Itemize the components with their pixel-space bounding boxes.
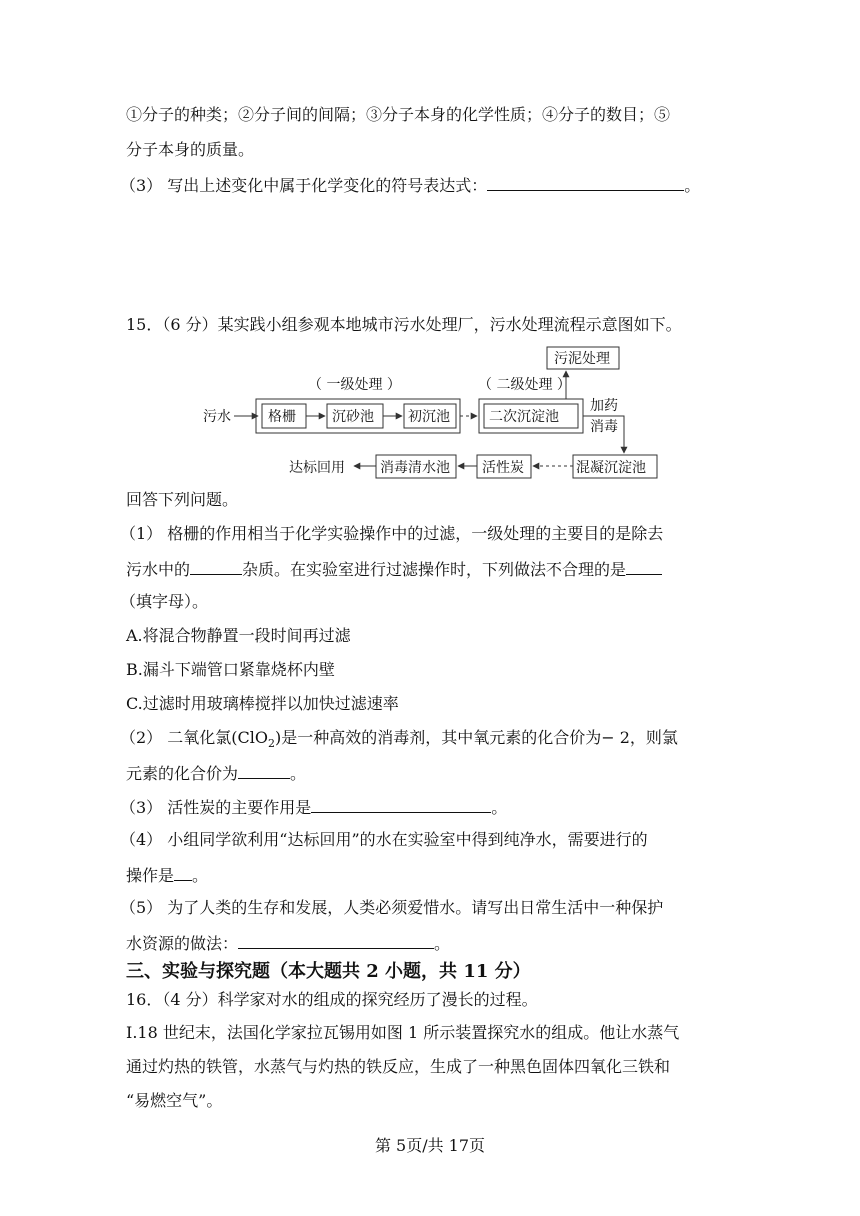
output-label: 达标回用: [289, 460, 345, 476]
q15-p4-line1: （4） 小组同学欲利用“达标回用”的水在实验室中得到纯净水，需要进行的: [120, 830, 648, 849]
q15-p1-blank1: [190, 558, 242, 575]
q14-options-line2: 分子本身的质量。: [126, 140, 255, 159]
input-label: 污水: [203, 409, 231, 425]
q15-p3-text: （3） 活性炭的主要作用是: [120, 798, 312, 817]
wastewater-flow-diagram: [0, 340, 860, 480]
q15-p2-text-a: （2） 二氧化氯(ClO: [120, 728, 268, 747]
q15-option-b: B.漏斗下端管口紧靠烧杯内壁: [126, 660, 335, 679]
q15-p1-blank2: [626, 558, 662, 575]
box-primary-label: 初沉池: [408, 409, 450, 425]
box-carbon-label: 活性炭: [482, 460, 524, 476]
disinfect-label: 消毒: [590, 419, 618, 435]
q15-p5-text: 水资源的做法：: [126, 934, 239, 953]
q15-p4-line2: [126, 864, 208, 886]
q15-p2-blank: [238, 762, 290, 779]
q15-p2-line2: [126, 762, 306, 784]
q15-p1-text-b: 杂质。在实验室进行过滤操作时，下列做法不合理的是: [242, 560, 627, 579]
q15-option-a: A.将混合物静置一段时间再过滤: [126, 626, 351, 645]
q15-answer-intro: 回答下列问题。: [126, 490, 239, 509]
box-grid-label: 格栅: [268, 409, 296, 425]
q14-part3: [120, 174, 700, 196]
box-coag-label: 混凝沉淀池: [576, 460, 646, 476]
q15-p2-text-d: 。: [290, 764, 307, 783]
q15-p2-text-b: )是一种高效的消毒剂，其中氧元素的化合价为− 2，则氯: [275, 728, 678, 747]
q15-p5-line1: （5） 为了人类的生存和发展，人类必须爱惜水。请写出日常生活中一种保护: [120, 898, 664, 917]
q15-p2-line1: [120, 728, 678, 754]
q15-option-c: C.过滤时用玻璃棒搅拌以加快过滤速率: [126, 694, 399, 713]
q15-p4-blank: [174, 864, 192, 881]
q14-part3-text: （3） 写出上述变化中属于化学变化的符号表达式：: [120, 176, 488, 195]
q14-part3-blank: [487, 174, 684, 191]
q14-part3-end: 。: [684, 176, 701, 195]
box-secondary-label: 二次沉淀池: [489, 409, 559, 425]
q15-stem: 15．（6 分）某实践小组参观本地城市污水处理厂，污水处理流程示意图如下。: [126, 315, 682, 334]
stage2-label: （ 二级处理 ）: [478, 377, 571, 393]
box-disinfect-label: 消毒清水池: [380, 460, 450, 476]
page-footer: 第 5页/共 17页: [374, 1136, 486, 1155]
add-agent-label: 加药: [590, 398, 618, 414]
q15-p5-blank: [238, 932, 434, 949]
stage1-label: （ 一级处理 ）: [308, 377, 401, 393]
q15-p5-end: 。: [434, 934, 451, 953]
section3-heading: 三、实验与探究题（本大题共 2 小题，共 11 分）: [126, 961, 531, 982]
q15-p4-text: 操作是: [126, 866, 175, 885]
q16-p1-line3: “易燃空气”。: [126, 1091, 223, 1110]
q15-p4-end: 。: [192, 866, 209, 885]
q15-p2-text-c: 元素的化合价为: [126, 764, 239, 783]
box-grit-label: 沉砂池: [332, 409, 374, 425]
q15-p3-end: 。: [491, 798, 508, 817]
box-sludge-label: 污泥处理: [554, 351, 610, 367]
q15-p5-line2: [126, 932, 450, 954]
q15-p3-blank: [311, 796, 491, 813]
q15-p1-text-a: 污水中的: [126, 560, 191, 579]
q16-p1-line2: 通过灼热的铁管，水蒸气与灼热的铁反应，生成了一种黑色固体四氧化三铁和: [126, 1057, 671, 1076]
q16-p1-line1: Ⅰ.18 世纪末，法国化学家拉瓦锡用如图 1 所示装置探究水的组成。他让水蒸气: [126, 1023, 680, 1042]
q16-stem: 16．（4 分）科学家对水的组成的探究经历了漫长的过程。: [126, 990, 538, 1009]
q15-p3: [120, 796, 507, 818]
q15-p1-line2: [126, 558, 662, 580]
q15-p2-subscript: 2: [268, 737, 275, 751]
q15-p1-line1: （1） 格栅的作用相当于化学实验操作中的过滤，一级处理的主要目的是除去: [120, 524, 664, 543]
q14-options-line1: ①分子的种类；②分子间的间隔；③分子本身的化学性质；④分子的数目；⑤: [126, 105, 671, 124]
q15-p1-line3: （填字母）。: [120, 592, 209, 611]
